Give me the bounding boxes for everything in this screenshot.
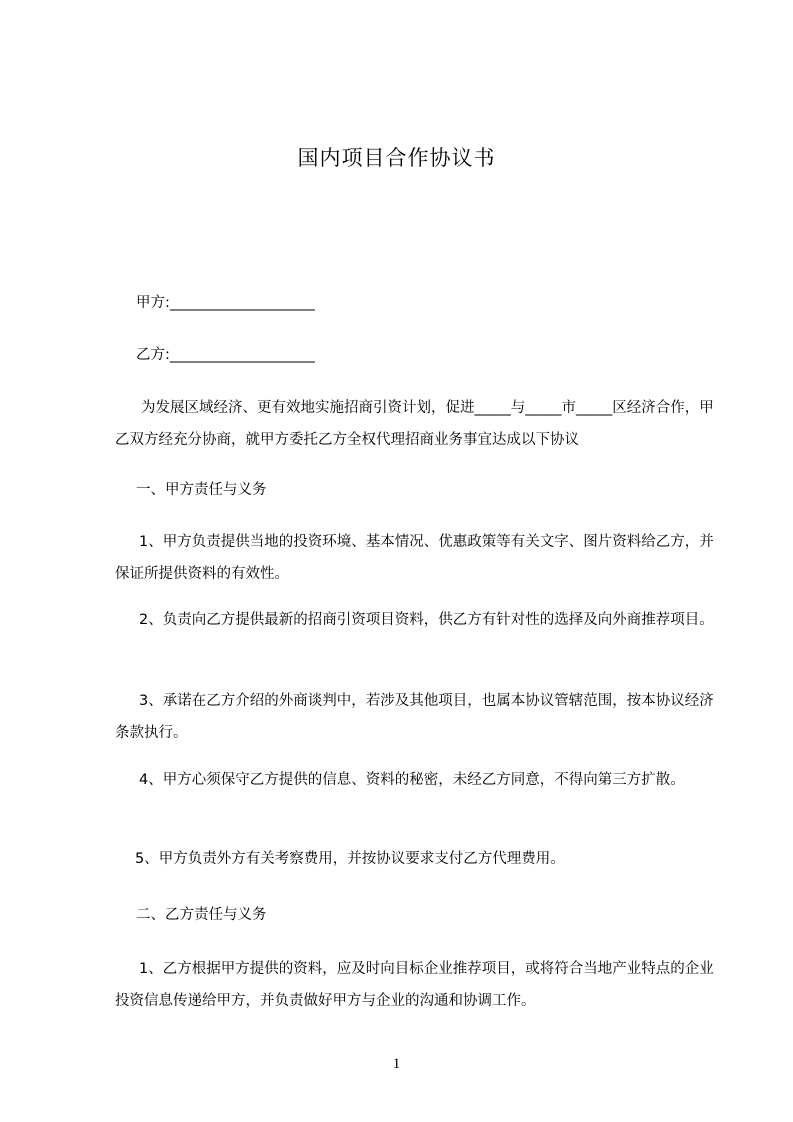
section1-item-3: 3、承诺在乙方介绍的外商谈判中，若涉及其他项目，也属本协议管辖范围，按本协议经济条款执行。 <box>115 693 714 741</box>
document-title: 国内项目合作协议书 <box>297 146 496 170</box>
section1-item-1: 1、甲方负责提供当地的投资环境、基本情况、优惠政策等有关文字、图片资料给乙方，并保证所提供资料的有效性。 <box>115 534 714 582</box>
section2-item-1: 1、乙方根据甲方提供的资料，应及时向目标企业推荐项目，或将符合当地产业特点的企业投资信息传递给甲方，并负责做好甲方与企业的沟通和协调工作。 <box>115 961 714 1009</box>
section1-item-4: 4、甲方心须保守乙方提供的信息、资料的秘密，未经乙方同意，不得向第三方扩散。 <box>139 772 685 788</box>
intro-paragraph: 为发展区域经济、更有效地实施招商引资计划，促进_____与_____市_____区经济合作，甲乙双方经充分协商，就甲方委托乙方全权代理招商业务事宜达成以下协议 <box>115 400 714 448</box>
party-b-line: 乙方:____________________ <box>136 347 315 363</box>
section1-item-5: 5、甲方负责外方有关考察费用，并按协议要求支付乙方代理费用。 <box>135 851 565 867</box>
page-number: 1 <box>392 1056 401 1072</box>
section1-item-2: 2、负责向乙方提供最新的招商引资项目资料，供乙方有针对性的选择及向外商推荐项目。 <box>139 612 714 628</box>
party-a-line: 甲方:____________________ <box>136 295 315 311</box>
section1-heading: 一、甲方责任与义务 <box>136 482 267 498</box>
section2-heading: 二、乙方责任与义务 <box>136 907 267 923</box>
